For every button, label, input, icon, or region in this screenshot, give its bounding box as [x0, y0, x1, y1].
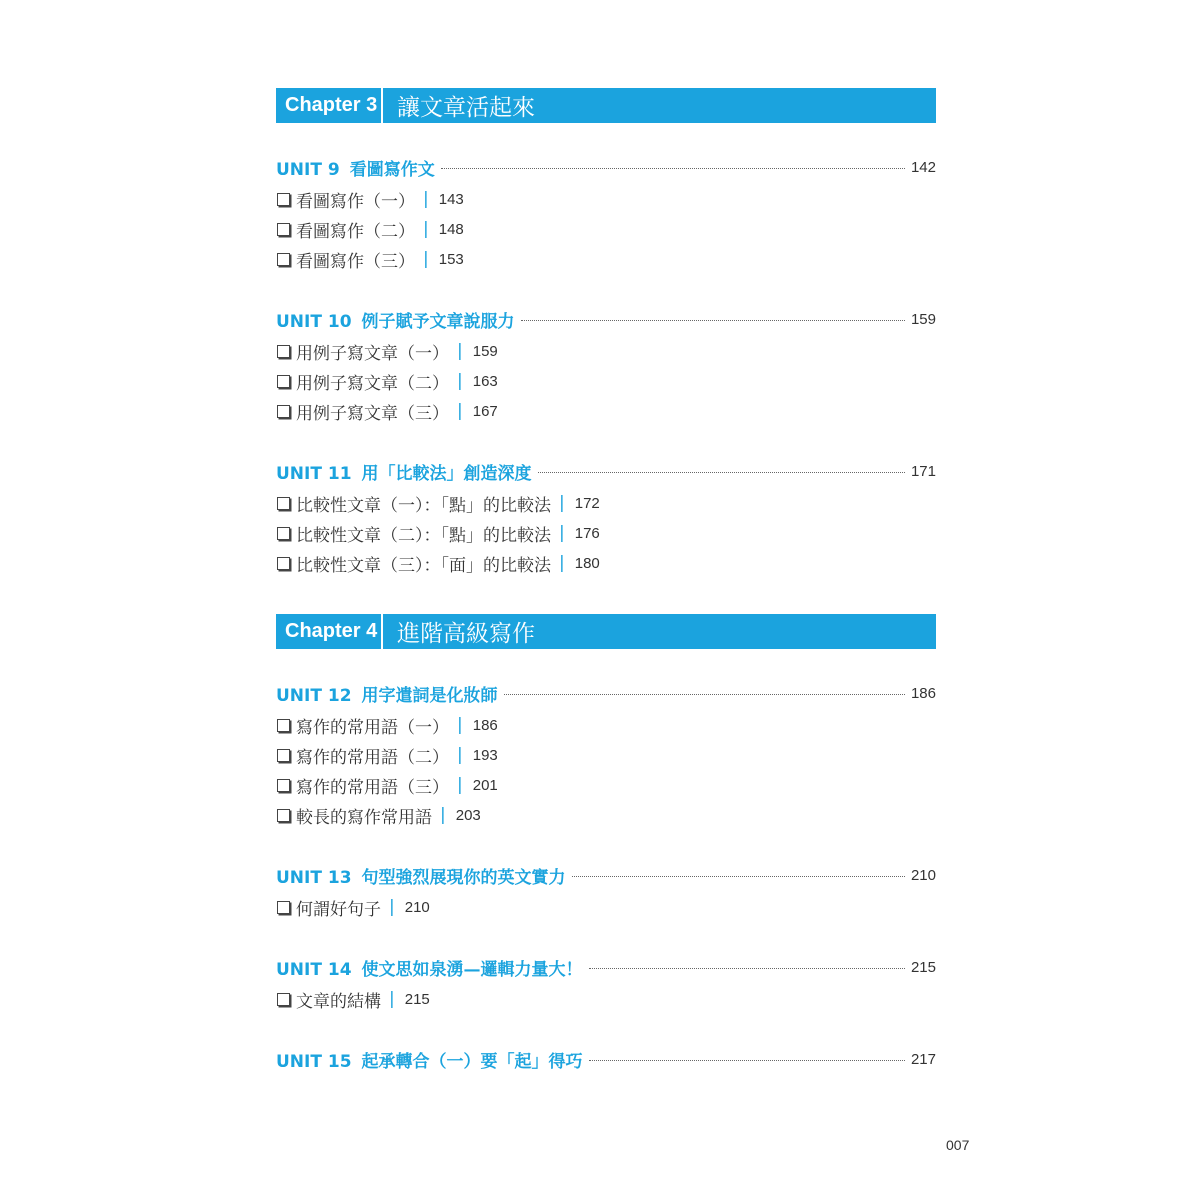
- separator: |: [440, 805, 446, 825]
- section-title: 比較性文章（一）：「點」的比較法: [296, 495, 551, 516]
- dot-leader: [589, 1060, 905, 1061]
- dot-leader: [504, 694, 905, 695]
- section-title: 較長的寫作常用語: [296, 807, 432, 828]
- separator: |: [559, 523, 565, 543]
- section-entry[interactable]: [276, 712, 498, 738]
- section-page: 172: [574, 494, 600, 512]
- section-title: 比較性文章（二）：「點」的比較法: [296, 525, 551, 546]
- unit-number: UNIT 10: [276, 311, 352, 332]
- unit-page: 217: [910, 1050, 936, 1068]
- checkbox-icon: [277, 557, 290, 570]
- separator: |: [457, 371, 463, 391]
- chapter-divider: [381, 88, 383, 123]
- section-entry[interactable]: [276, 246, 464, 272]
- unit-heading: [276, 307, 515, 332]
- unit-title: 看圖寫作文: [349, 159, 435, 180]
- separator: |: [389, 989, 395, 1009]
- separator: |: [457, 401, 463, 421]
- checkbox-icon: [277, 497, 290, 510]
- section-title: 文章的結構: [296, 991, 381, 1012]
- separator: |: [457, 715, 463, 735]
- page-number: 007: [946, 1137, 970, 1153]
- unit-heading: [276, 955, 583, 980]
- section-entry[interactable]: [276, 216, 464, 242]
- chapter-header: [276, 88, 936, 123]
- chapter-divider: [381, 614, 383, 649]
- unit-page: 142: [910, 158, 936, 176]
- section-title: 比較性文章（三）：「面」的比較法: [296, 555, 551, 576]
- dot-leader: [441, 168, 905, 169]
- separator: |: [559, 493, 565, 513]
- unit-entry[interactable]: [276, 954, 936, 980]
- checkbox-icon: [277, 375, 290, 388]
- unit-page: 171: [910, 462, 936, 480]
- section-page: 180: [574, 554, 600, 572]
- section-page: 186: [472, 716, 498, 734]
- section-title: 何謂好句子: [296, 899, 381, 920]
- section-title: 寫作的常用語（三）: [296, 777, 449, 798]
- section-entry[interactable]: [276, 772, 498, 798]
- unit-page: 186: [910, 684, 936, 702]
- unit-entry[interactable]: [276, 1046, 936, 1072]
- section-page: 143: [438, 190, 464, 208]
- unit-title: 使文思如泉湧—邏輯力量大！: [361, 959, 583, 980]
- dot-leader: [521, 320, 905, 321]
- checkbox-icon: [277, 993, 290, 1006]
- section-entry[interactable]: [276, 742, 498, 768]
- section-title: 用例子寫文章（三）: [296, 403, 449, 424]
- dot-leader: [538, 472, 905, 473]
- dot-leader: [589, 968, 905, 969]
- chapter-title: 讓文章活起來: [397, 95, 535, 121]
- unit-page: 159: [910, 310, 936, 328]
- checkbox-icon: [277, 719, 290, 732]
- section-page: 201: [472, 776, 498, 794]
- chapter-title: 進階高級寫作: [397, 621, 535, 647]
- section-page: 203: [455, 806, 481, 824]
- section-page: 176: [574, 524, 600, 542]
- unit-title: 句型強烈展現你的英文實力: [361, 867, 566, 888]
- checkbox-icon: [277, 779, 290, 792]
- dot-leader: [572, 876, 905, 877]
- section-entry[interactable]: [276, 802, 481, 828]
- checkbox-icon: [277, 223, 290, 236]
- unit-heading: [276, 681, 498, 706]
- section-title: 看圖寫作（二）: [296, 221, 415, 242]
- checkbox-icon: [277, 901, 290, 914]
- unit-entry[interactable]: [276, 862, 936, 888]
- section-entry[interactable]: [276, 550, 600, 576]
- unit-number: UNIT 9: [276, 159, 340, 180]
- unit-page: 210: [910, 866, 936, 884]
- section-page: 210: [404, 898, 430, 916]
- section-entry[interactable]: [276, 520, 600, 546]
- section-entry[interactable]: [276, 398, 498, 424]
- section-page: 153: [438, 250, 464, 268]
- checkbox-icon: [277, 345, 290, 358]
- checkbox-icon: [277, 749, 290, 762]
- section-entry[interactable]: [276, 338, 498, 364]
- unit-entry[interactable]: [276, 680, 936, 706]
- unit-title: 例子賦予文章說服力: [361, 311, 515, 332]
- unit-heading: [276, 155, 435, 180]
- separator: |: [423, 189, 429, 209]
- unit-number: UNIT 12: [276, 685, 352, 706]
- unit-title: 起承轉合（一）要「起」得巧: [361, 1051, 583, 1072]
- unit-heading: [276, 1047, 583, 1072]
- section-title: 用例子寫文章（二）: [296, 373, 449, 394]
- unit-heading: [276, 459, 532, 484]
- section-page: 159: [472, 342, 498, 360]
- unit-entry[interactable]: [276, 458, 936, 484]
- section-entry[interactable]: [276, 986, 430, 1012]
- separator: |: [457, 745, 463, 765]
- section-page: 148: [438, 220, 464, 238]
- checkbox-icon: [277, 809, 290, 822]
- unit-entry[interactable]: [276, 306, 936, 332]
- unit-page: 215: [910, 958, 936, 976]
- unit-number: UNIT 13: [276, 867, 352, 888]
- unit-heading: [276, 863, 566, 888]
- checkbox-icon: [277, 527, 290, 540]
- unit-title: 用「比較法」創造深度: [361, 463, 532, 484]
- separator: |: [389, 897, 395, 917]
- unit-entry[interactable]: [276, 154, 936, 180]
- section-page: 193: [472, 746, 498, 764]
- chapter-header: [276, 614, 936, 649]
- unit-number: UNIT 14: [276, 959, 352, 980]
- section-title: 寫作的常用語（二）: [296, 747, 449, 768]
- section-page: 163: [472, 372, 498, 390]
- chapter-label: Chapter 4: [285, 620, 378, 642]
- unit-number: UNIT 15: [276, 1051, 352, 1072]
- section-entry[interactable]: [276, 490, 600, 516]
- section-page: 167: [472, 402, 498, 420]
- separator: |: [457, 775, 463, 795]
- separator: |: [457, 341, 463, 361]
- section-title: 用例子寫文章（一）: [296, 343, 449, 364]
- separator: |: [423, 219, 429, 239]
- section-entry[interactable]: [276, 368, 498, 394]
- section-title: 看圖寫作（三）: [296, 251, 415, 272]
- separator: |: [423, 249, 429, 269]
- checkbox-icon: [277, 253, 290, 266]
- section-title: 看圖寫作（一）: [296, 191, 415, 212]
- section-title: 寫作的常用語（一）: [296, 717, 449, 738]
- chapter-label: Chapter 3: [285, 94, 378, 116]
- section-entry[interactable]: [276, 186, 464, 212]
- checkbox-icon: [277, 193, 290, 206]
- separator: |: [559, 553, 565, 573]
- unit-number: UNIT 11: [276, 463, 352, 484]
- section-entry[interactable]: [276, 894, 430, 920]
- section-page: 215: [404, 990, 430, 1008]
- unit-title: 用字遣詞是化妝師: [361, 685, 498, 706]
- checkbox-icon: [277, 405, 290, 418]
